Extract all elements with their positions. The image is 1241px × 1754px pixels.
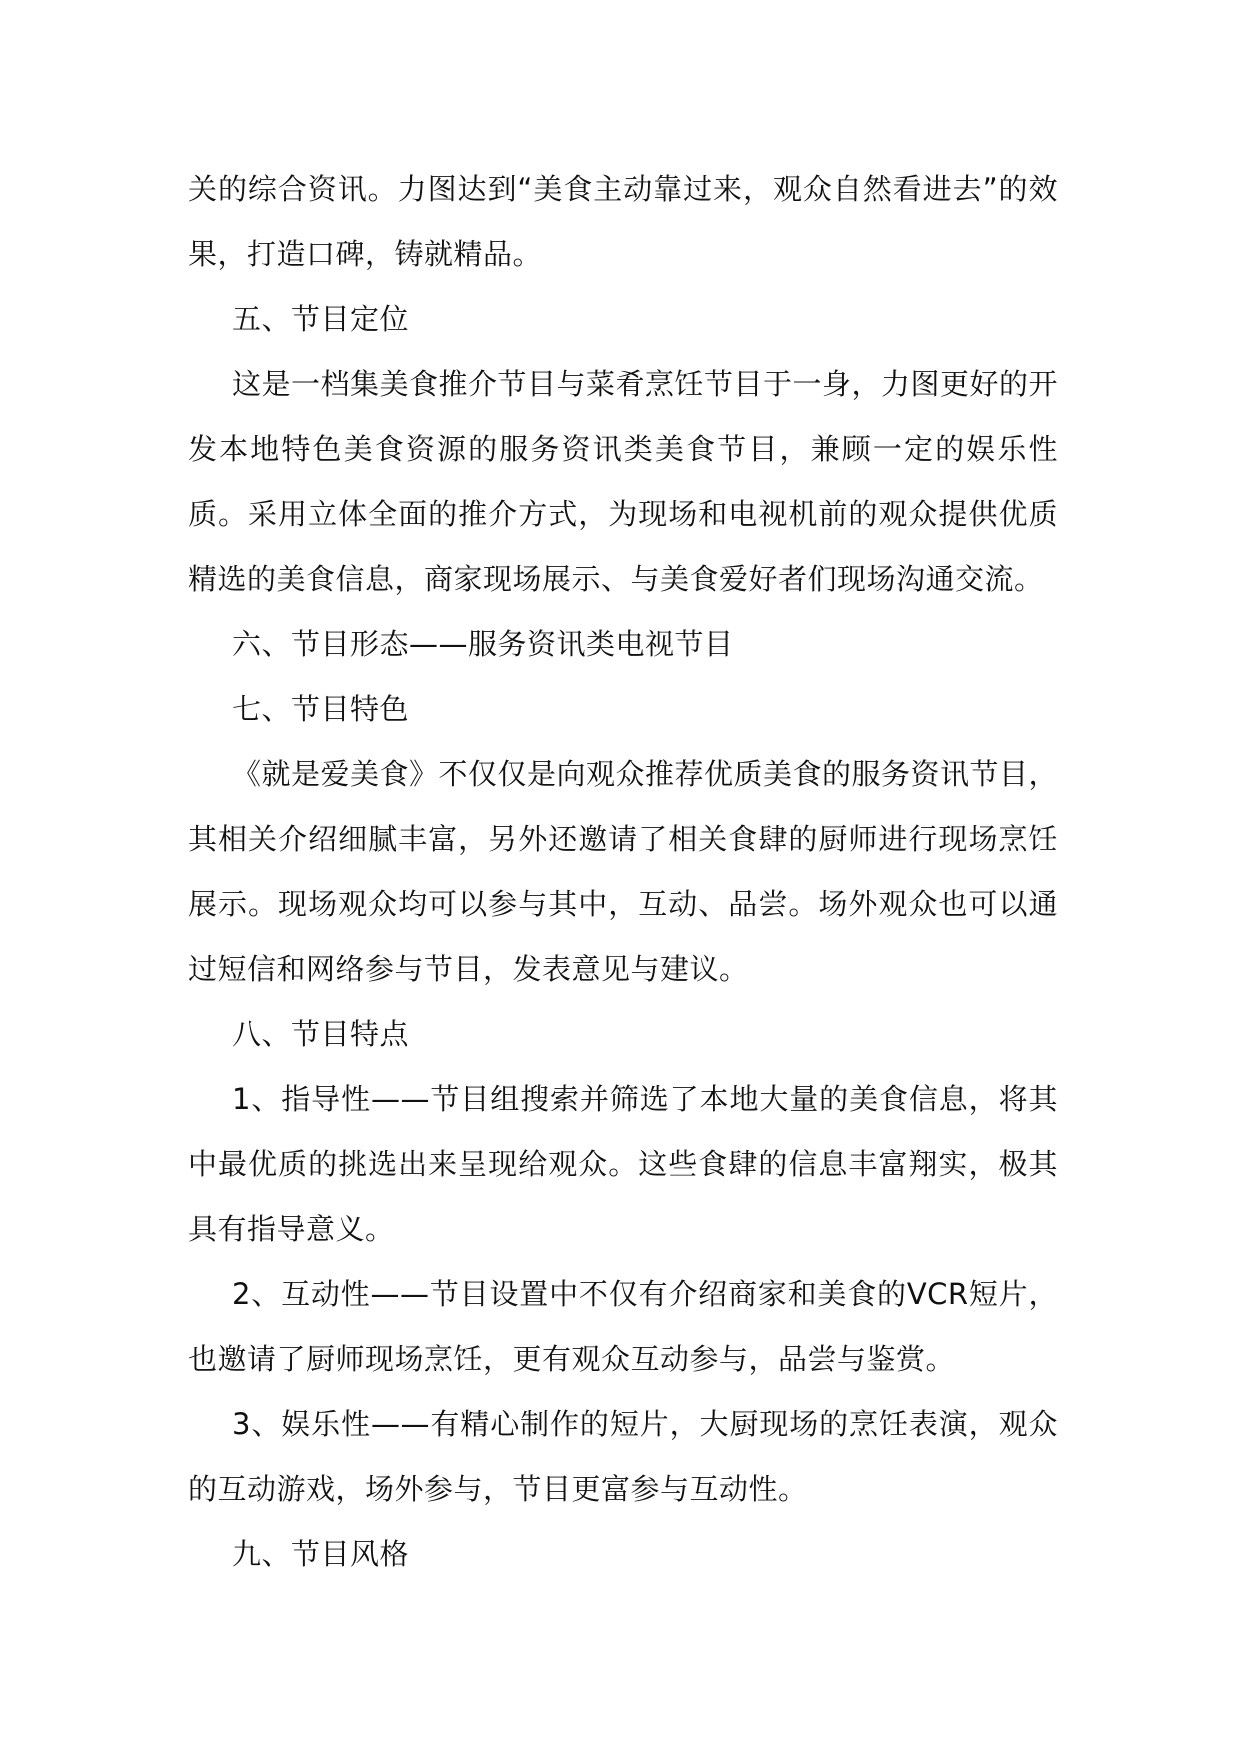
section-heading-form: 六、节目形态——服务资讯类电视节目 <box>232 627 734 661</box>
paragraph-positioning: 这是一档集美食推介节目与菜肴烹饪节目于一身，力图更好的开发本地特色美食资源的服务资讯类美食节目，兼顾一定的娱乐性质。采用立体全面的推介方式，为现场和电视机前的观众提供优质精选的美食信息，商家现场展示、与美食爱好者们现场沟通交流。 <box>188 367 1059 596</box>
paragraph-characteristic-entertainment: 3、娱乐性——有精心制作的短片，大厨现场的烹饪表演，观众的互动游戏，场外参与，节目更富参与互动性。 <box>188 1407 1058 1506</box>
section-heading-positioning: 五、节目定位 <box>232 302 410 336</box>
section-heading-style: 九、节目风格 <box>232 1537 410 1571</box>
document-body <box>188 157 1058 1587</box>
paragraph-intro-continued: 关的综合资讯。力图达到“美食主动靠过来，观众自然看进去”的效果，打造口碑，铸就精品。 <box>188 172 1058 271</box>
paragraph-features: 《就是爱美食》不仅仅是向观众推荐优质美食的服务资讯节目，其相关介绍细腻丰富，另外还邀请了相关食肆的厨师进行现场烹饪展示。现场观众均可以参与其中，互动、品尝。场外观众也可以通过短信和网络参与节目，发表意见与建议。 <box>188 757 1059 986</box>
paragraph-characteristic-interaction: 2、互动性——节目设置中不仅有介绍商家和美食的VCR短片，也邀请了厨师现场烹饪，更有观众互动参与，品尝与鉴赏。 <box>188 1277 1058 1376</box>
paragraph-characteristic-guidance: 1、指导性——节目组搜索并筛选了本地大量的美食信息，将其中最优质的挑选出来呈现给观众。这些食肆的信息丰富翔实，极其具有指导意义。 <box>188 1082 1058 1246</box>
section-heading-characteristics: 八、节目特点 <box>232 1017 410 1051</box>
section-heading-features: 七、节目特色 <box>232 692 410 726</box>
